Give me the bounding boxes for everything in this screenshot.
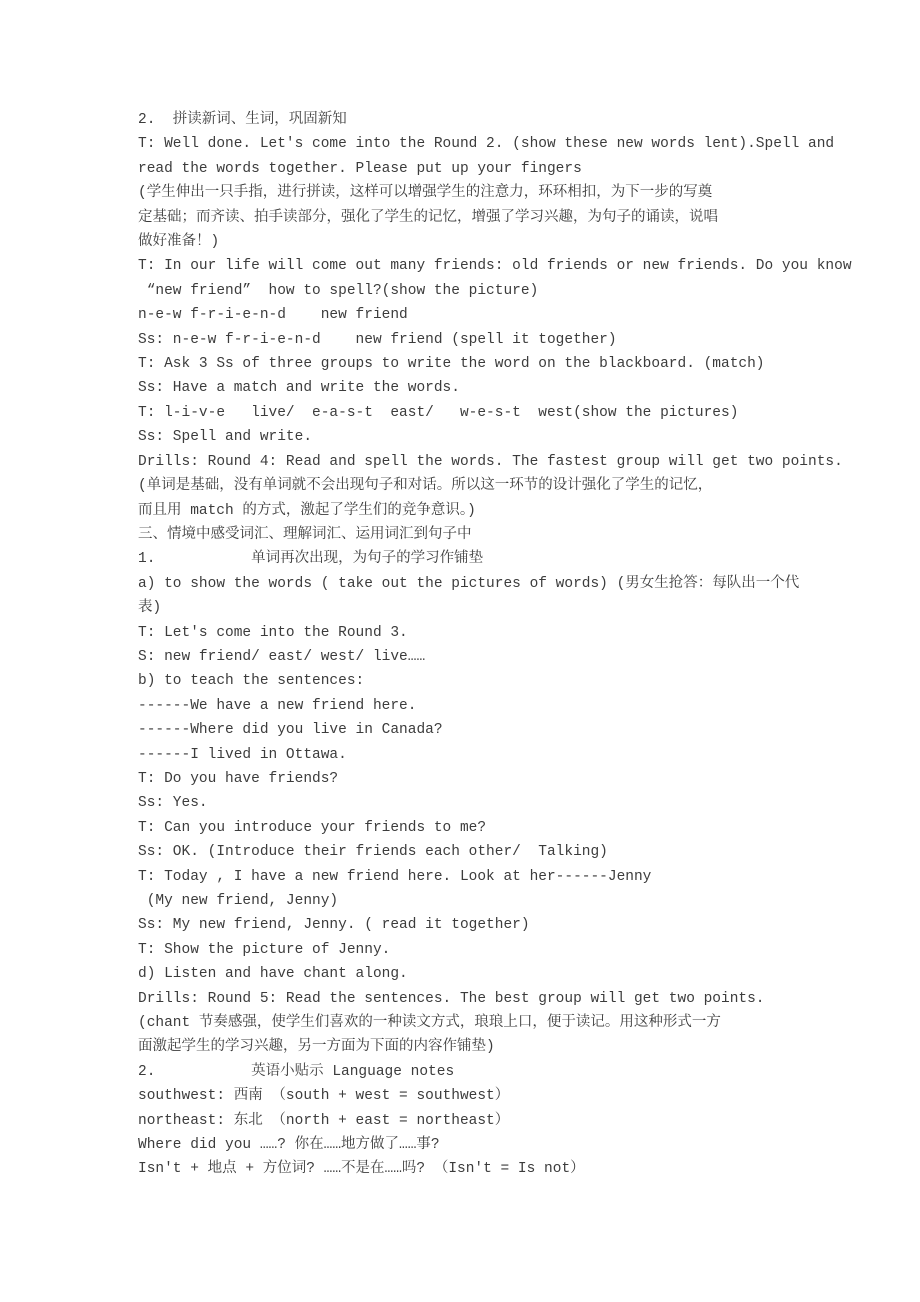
text-line: 三、情境中感受词汇、理解词汇、运用词汇到句子中 (138, 526, 472, 543)
text-line: T: In our life will come out many friends: old friends or new friends. Do you know (138, 258, 852, 275)
text-line: 1. 单词再次出现，为句子的学习作铺垫 (138, 551, 484, 568)
text-line: T: Ask 3 Ss of three groups to write the word on the blackboard. (match) (138, 356, 765, 373)
text-line: d) Listen and have chant along. (138, 966, 408, 983)
text-line: 定基础；而齐读、拍手读部分，强化了学生的记忆，增强了学习兴趣，为句子的诵读，说唱 (138, 209, 718, 226)
text-line: T: Today , I have a new friend here. Look at her------Jenny (138, 868, 652, 885)
text-line: n-e-w f-r-i-e-n-d new friend (138, 307, 408, 324)
text-line: T: l-i-v-e live/ e-a-s-t east/ w-e-s-t west(show the pictures) (138, 404, 739, 421)
text-line: Drills: Round 5: Read the sentences. The best group will get two points. (138, 990, 765, 1007)
text-line: ------I lived in Ottawa. (138, 746, 347, 763)
text-line: Drills: Round 4: Read and spell the words. The fastest group will get two points. (138, 453, 843, 470)
text-line: Isn't + 地点 + 方位词? ……不是在……吗? （Isn't = Is not） (138, 1161, 585, 1178)
text-line: 2. 拼读新词、生词，巩固新知 (138, 112, 347, 128)
text-line: read the words together. Please put up your fingers (138, 160, 582, 177)
text-line: Ss: My new friend, Jenny. ( read it together) (138, 917, 530, 934)
text-line: T: Do you have friends? (138, 770, 339, 787)
text-line: 2. 英语小贴示 Language notes (138, 1063, 455, 1080)
text-line: northeast: 东北 （north + east = northeast） (138, 1112, 510, 1129)
text-line: S: new friend/ east/ west/ live…… (138, 648, 426, 665)
text-line: Ss: Spell and write. (138, 429, 313, 446)
text-line: southwest: 西南 （south + west = southwest） (138, 1088, 510, 1105)
text-line: 面激起学生的学习兴趣，另一方面为下面的内容作铺垫) (138, 1039, 495, 1056)
text-line: 而且用 match 的方式，激起了学生们的竞争意识。) (138, 502, 476, 519)
text-line: (学生伸出一只手指，进行拼读，这样可以增强学生的注意力，环环相扣，为下一步的写奠 (138, 185, 713, 202)
text-line: a) to show the words ( take out the pictures of words) (男女生抢答：每队出一个代 (138, 575, 800, 592)
text-line: b) to teach the sentences: (138, 673, 365, 690)
text-line: T: Well done. Let's come into the Round 2. (show these new words lent).Spell and (138, 136, 835, 153)
text-line: (chant 节奏感强，使学生们喜欢的一种读文方式，琅琅上口，便于读记。用这种形式一方 (138, 1015, 721, 1032)
text-line: 表) (138, 600, 162, 617)
text-line: T: Let's come into the Round 3. (138, 624, 408, 641)
text-line: 做好准备！) (138, 234, 220, 251)
text-line: Where did you ……? 你在……地方做了……事? (138, 1137, 440, 1154)
text-line: (单词是基础，没有单词就不会出现句子和对话。所以这一环节的设计强化了学生的记忆， (138, 478, 713, 495)
text-line: Ss: n-e-w f-r-i-e-n-d new friend (spell it together) (138, 331, 617, 348)
text-line: Ss: Have a match and write the words. (138, 380, 460, 397)
text-line: Ss: Yes. (138, 795, 208, 812)
lesson-plan-document (138, 108, 898, 1182)
text-line: “new friend” how to spell?(show the picture) (138, 282, 539, 299)
text-line: Ss: OK. (Introduce their friends each other/ Talking) (138, 844, 608, 861)
text-line: T: Can you introduce your friends to me? (138, 819, 487, 836)
text-line: (My new friend, Jenny) (138, 893, 339, 909)
text-line: ------We have a new friend here. (138, 697, 417, 714)
text-line: ------Where did you live in Canada? (138, 722, 443, 739)
text-line: T: Show the picture of Jenny. (138, 941, 391, 958)
